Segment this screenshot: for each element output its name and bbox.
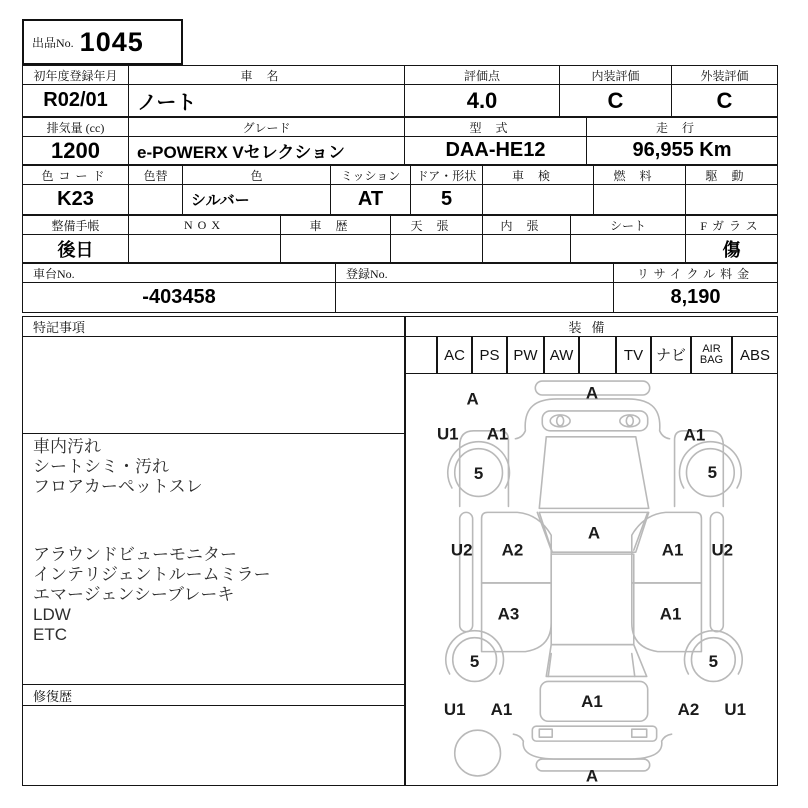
field-doors (410, 165, 483, 215)
damage-marker-left-front-wheel: 5 (473, 464, 484, 484)
note-line: アラウンドビューモニター (33, 545, 237, 564)
field-car-history-label: 車歴 (281, 216, 390, 235)
field-interior-grade-label: 内装評価 (560, 66, 671, 85)
damage-marker-windshield: A (587, 523, 601, 543)
field-mileage-value: 96,955 Km (632, 139, 732, 161)
field-interior-grade (559, 65, 672, 117)
field-registration-no-label: 登録No. (336, 264, 613, 283)
field-front-glass (685, 215, 778, 263)
field-transmission (330, 165, 411, 215)
field-car-history (280, 215, 391, 263)
field-front-glass-label: Fガラス (686, 216, 777, 235)
damage-marker-right-rear-door: A1 (659, 604, 682, 624)
equipment-cell: AC (437, 336, 472, 374)
field-registration-no-value (336, 283, 613, 312)
field-nox-label: NOX (129, 216, 280, 235)
field-interior-grade-value: C (607, 87, 624, 113)
headlight-panel-shape (542, 411, 647, 431)
field-doors-label: ドア・形状 (411, 166, 482, 185)
damage-marker-right-front-door: A1 (661, 540, 684, 560)
field-seat (570, 215, 686, 263)
damage-marker-front-bumper: A (585, 383, 599, 403)
field-model-code-value: DAA-HE12 (445, 139, 546, 161)
equipment-cell (405, 336, 437, 374)
field-drive (685, 165, 778, 215)
right-a-pillar-line (634, 512, 648, 550)
right-c-pillar-line (632, 654, 635, 677)
field-first-registration-value: R02/01 (43, 89, 108, 111)
equipment-cell: AW (544, 336, 579, 374)
notes-empty-box (22, 336, 405, 434)
field-color-change (128, 165, 183, 215)
equipment-row (405, 336, 779, 374)
field-score (404, 65, 560, 117)
note-line: 車内汚れ (33, 437, 101, 456)
hood-shape (539, 437, 648, 509)
damage-marker-front-left-area: A (466, 389, 479, 409)
field-model-code (404, 117, 587, 165)
field-color-label: 色 (183, 166, 330, 185)
equipment-cell: ABS (732, 336, 778, 374)
field-car-history-value (281, 235, 390, 262)
field-nox-value (129, 235, 280, 262)
right-rocker-strip-shape (710, 512, 723, 631)
damage-marker-rear-bumper: A (585, 766, 599, 785)
field-maintenance-book-value: 後日 (57, 239, 94, 260)
rear-window-shape (546, 645, 646, 677)
taillight-left-icon (539, 729, 552, 737)
field-recycle-fee-value: 8,190 (670, 286, 721, 308)
front-bumper-shape (515, 399, 669, 439)
auction-number-value: 1045 (79, 26, 144, 57)
damage-marker-left-rear-fender: A1 (490, 699, 513, 719)
field-color-change-value (129, 185, 182, 214)
damage-marker-right-front-fender: A1 (683, 425, 706, 445)
damage-marker-right-rear-outer: U1 (724, 699, 747, 719)
damage-marker-left-rocker: U2 (450, 540, 473, 560)
equipment-cell: PW (507, 336, 544, 374)
field-headliner (390, 215, 483, 263)
equipment-cell: TV (616, 336, 651, 374)
field-first-registration-label: 初年度登録年月 (23, 66, 128, 85)
field-maintenance-book-label: 整備手帳 (23, 216, 128, 235)
field-score-label: 評価点 (405, 66, 559, 85)
equipment-cell: PS (472, 336, 507, 374)
field-inspection (482, 165, 594, 215)
taillight-right-icon (632, 729, 647, 737)
field-inspection-value (483, 185, 593, 214)
field-chassis-no (22, 263, 336, 313)
field-recycle-fee-label: リサイクル料金 (614, 264, 777, 283)
damage-marker-right-front-wheel: 5 (707, 463, 718, 483)
field-displacement (22, 117, 129, 165)
field-grade-label: グレード (129, 118, 404, 137)
field-grade-value: e-POWERX Vセレクション (137, 143, 346, 162)
damage-marker-right-rear-wheel: 5 (708, 652, 719, 672)
note-line: シートシミ・汚れ (33, 457, 169, 476)
field-recycle-fee (613, 263, 778, 313)
roof-shape (551, 554, 634, 645)
notes-section-title: 特記事項 (22, 316, 405, 337)
field-displacement-label: 排気量 (cc) (23, 118, 128, 137)
field-car-name (128, 65, 405, 117)
headlight-left-inner-icon (557, 416, 564, 426)
field-fuel (593, 165, 686, 215)
field-mileage (586, 117, 778, 165)
note-line: エマージェンシーブレーキ (33, 585, 235, 604)
field-front-glass-value: 傷 (722, 239, 741, 260)
field-color-code-label: 色コード (23, 166, 128, 185)
note-line: LDW (33, 605, 71, 624)
field-color-value: シルバー (191, 192, 250, 209)
field-color-code (22, 165, 129, 215)
field-transmission-label: ミッション (331, 166, 410, 185)
field-registration-no (335, 263, 614, 313)
damage-marker-left-rear-door: A3 (497, 604, 520, 624)
field-exterior-grade-label: 外装評価 (672, 66, 777, 85)
auction-number-box (22, 19, 183, 65)
repair-history-box (22, 705, 405, 786)
damage-marker-left-rear-outer: U1 (443, 699, 466, 719)
field-model-code-label: 型式 (405, 118, 586, 137)
field-door-trim-label: 内張 (483, 216, 570, 235)
equipment-cell: ナビ (651, 336, 691, 374)
car-damage-diagram (405, 373, 778, 786)
field-seat-value (571, 235, 685, 262)
damage-markers-group (437, 384, 746, 785)
equipment-section-title: 装備 (405, 316, 778, 337)
field-maintenance-book (22, 215, 129, 263)
damage-marker-left-rear-wheel: 5 (469, 652, 480, 672)
repair-history-title: 修復歴 (22, 684, 405, 706)
field-chassis-no-value: -403458 (142, 286, 216, 308)
field-color-change-label: 色替 (129, 166, 182, 185)
headlight-right-inner-icon (626, 416, 633, 426)
field-first-registration (22, 65, 129, 117)
field-transmission-value: AT (357, 188, 384, 210)
field-chassis-no-label: 車台No. (23, 264, 335, 283)
field-nox (128, 215, 281, 263)
damage-marker-left-front-fender: A1 (486, 424, 509, 444)
damage-marker-left-front-fender-outer: U1 (436, 424, 459, 444)
field-seat-label: シート (571, 216, 685, 235)
note-line: フロアカーペットスレ (33, 477, 203, 496)
field-exterior-grade-value: C (716, 87, 733, 113)
car-diagram-svg (406, 374, 777, 785)
field-door-trim (482, 215, 571, 263)
spare-tire-shape (455, 730, 501, 776)
field-car-name-value: ノート (137, 92, 197, 114)
field-grade (128, 117, 405, 165)
damage-marker-right-rocker: U2 (711, 540, 734, 560)
field-mileage-label: 走行 (587, 118, 777, 137)
auction-number-label: 出品No. (32, 35, 74, 50)
left-rocker-strip-shape (460, 512, 473, 631)
field-car-name-label: 車名 (129, 66, 404, 85)
notes-spacer (33, 497, 398, 545)
field-inspection-label: 車検 (483, 166, 593, 185)
field-headliner-label: 天張 (391, 216, 482, 235)
note-line: インテリジェントルームミラー (33, 565, 271, 584)
damage-marker-right-rear-fender: A2 (677, 699, 700, 719)
damage-marker-trunk: A1 (581, 691, 603, 711)
damage-marker-left-front-door: A2 (501, 540, 524, 560)
field-color-code-value: K23 (57, 188, 94, 210)
equipment-cell: AIR BAG (691, 336, 732, 374)
field-door-trim-value (483, 235, 570, 262)
rear-bumper-shape (513, 734, 671, 759)
field-drive-value (686, 185, 777, 214)
field-exterior-grade (671, 65, 778, 117)
field-doors-value: 5 (440, 188, 453, 210)
equipment-cell (579, 336, 616, 374)
notes-box (22, 433, 405, 685)
field-displacement-value: 1200 (51, 137, 100, 163)
note-line: ETC (33, 625, 67, 644)
field-fuel-value (594, 185, 685, 214)
field-color (182, 165, 331, 215)
field-drive-label: 駆動 (686, 166, 777, 185)
field-fuel-label: 燃料 (594, 166, 685, 185)
field-headliner-value (391, 235, 482, 262)
field-score-value: 4.0 (466, 87, 498, 113)
